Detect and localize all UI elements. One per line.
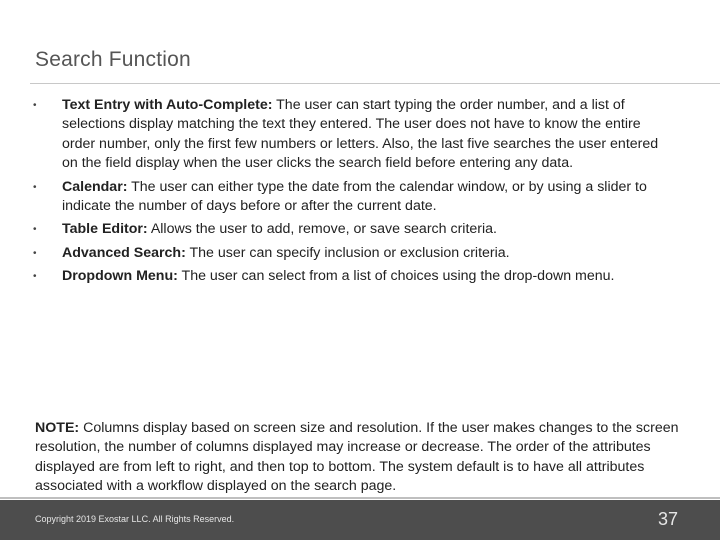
note-label: NOTE: [35, 420, 80, 436]
title-divider [30, 83, 720, 84]
bullet-icon: • [33, 100, 37, 111]
slide-title: Search Function [35, 48, 191, 71]
bullet-icon: • [33, 181, 37, 193]
bullet-item-table-editor [30, 220, 670, 239]
bullet-icon: • [33, 271, 37, 283]
note-paragraph [35, 419, 685, 497]
bullet-label: Advanced Search: [62, 244, 186, 261]
bullet-icon: • [33, 224, 37, 236]
bullet-item-advanced-search [30, 244, 670, 263]
bullet-item-text-entry [30, 96, 670, 174]
bullet-label: Dropdown Menu: [62, 268, 178, 285]
bullet-icon: • [33, 247, 37, 259]
copyright-text: Copyright 2019 Exostar LLC. All Rights Reserved. [35, 514, 235, 524]
bullet-label: Calendar: [62, 178, 128, 195]
bullet-text: The user can specify inclusion or exclusion criteria. [185, 244, 510, 261]
footer-divider [0, 497, 720, 499]
bullet-text: The user can start typing the order number, and a list of selections display matching the text they entered. The user does not have to know the entire order number, only the first few numbers or letters. Also, the last five searches the user entered on the field display when the user clicks the search field before entering any data. [62, 97, 659, 172]
bullet-item-dropdown-menu [30, 267, 670, 286]
bullet-text: Allows the user to add, remove, or save search criteria. [147, 221, 497, 238]
note-text: Columns display based on screen size and resolution. If the user makes changes to the screen resolution, the number of columns displayed may increase or decrease. The order of the attributes displayed are from left to right, and then top to bottom. The system default is to have all attributes associated with a workflow displayed on the search page. [35, 420, 679, 495]
bullet-item-calendar [30, 178, 670, 217]
bullet-text: The user can either type the date from the calendar window, or by using a slider to indicate the number of days before or after the current date. [62, 178, 647, 215]
bullet-text: The user can select from a list of choices using the drop-down menu. [177, 268, 615, 285]
page-number: 37 [657, 509, 678, 529]
bullet-label: Table Editor: [62, 221, 148, 238]
bullet-label: Text Entry with Auto-Complete: [62, 97, 273, 113]
bullet-list [30, 96, 670, 291]
